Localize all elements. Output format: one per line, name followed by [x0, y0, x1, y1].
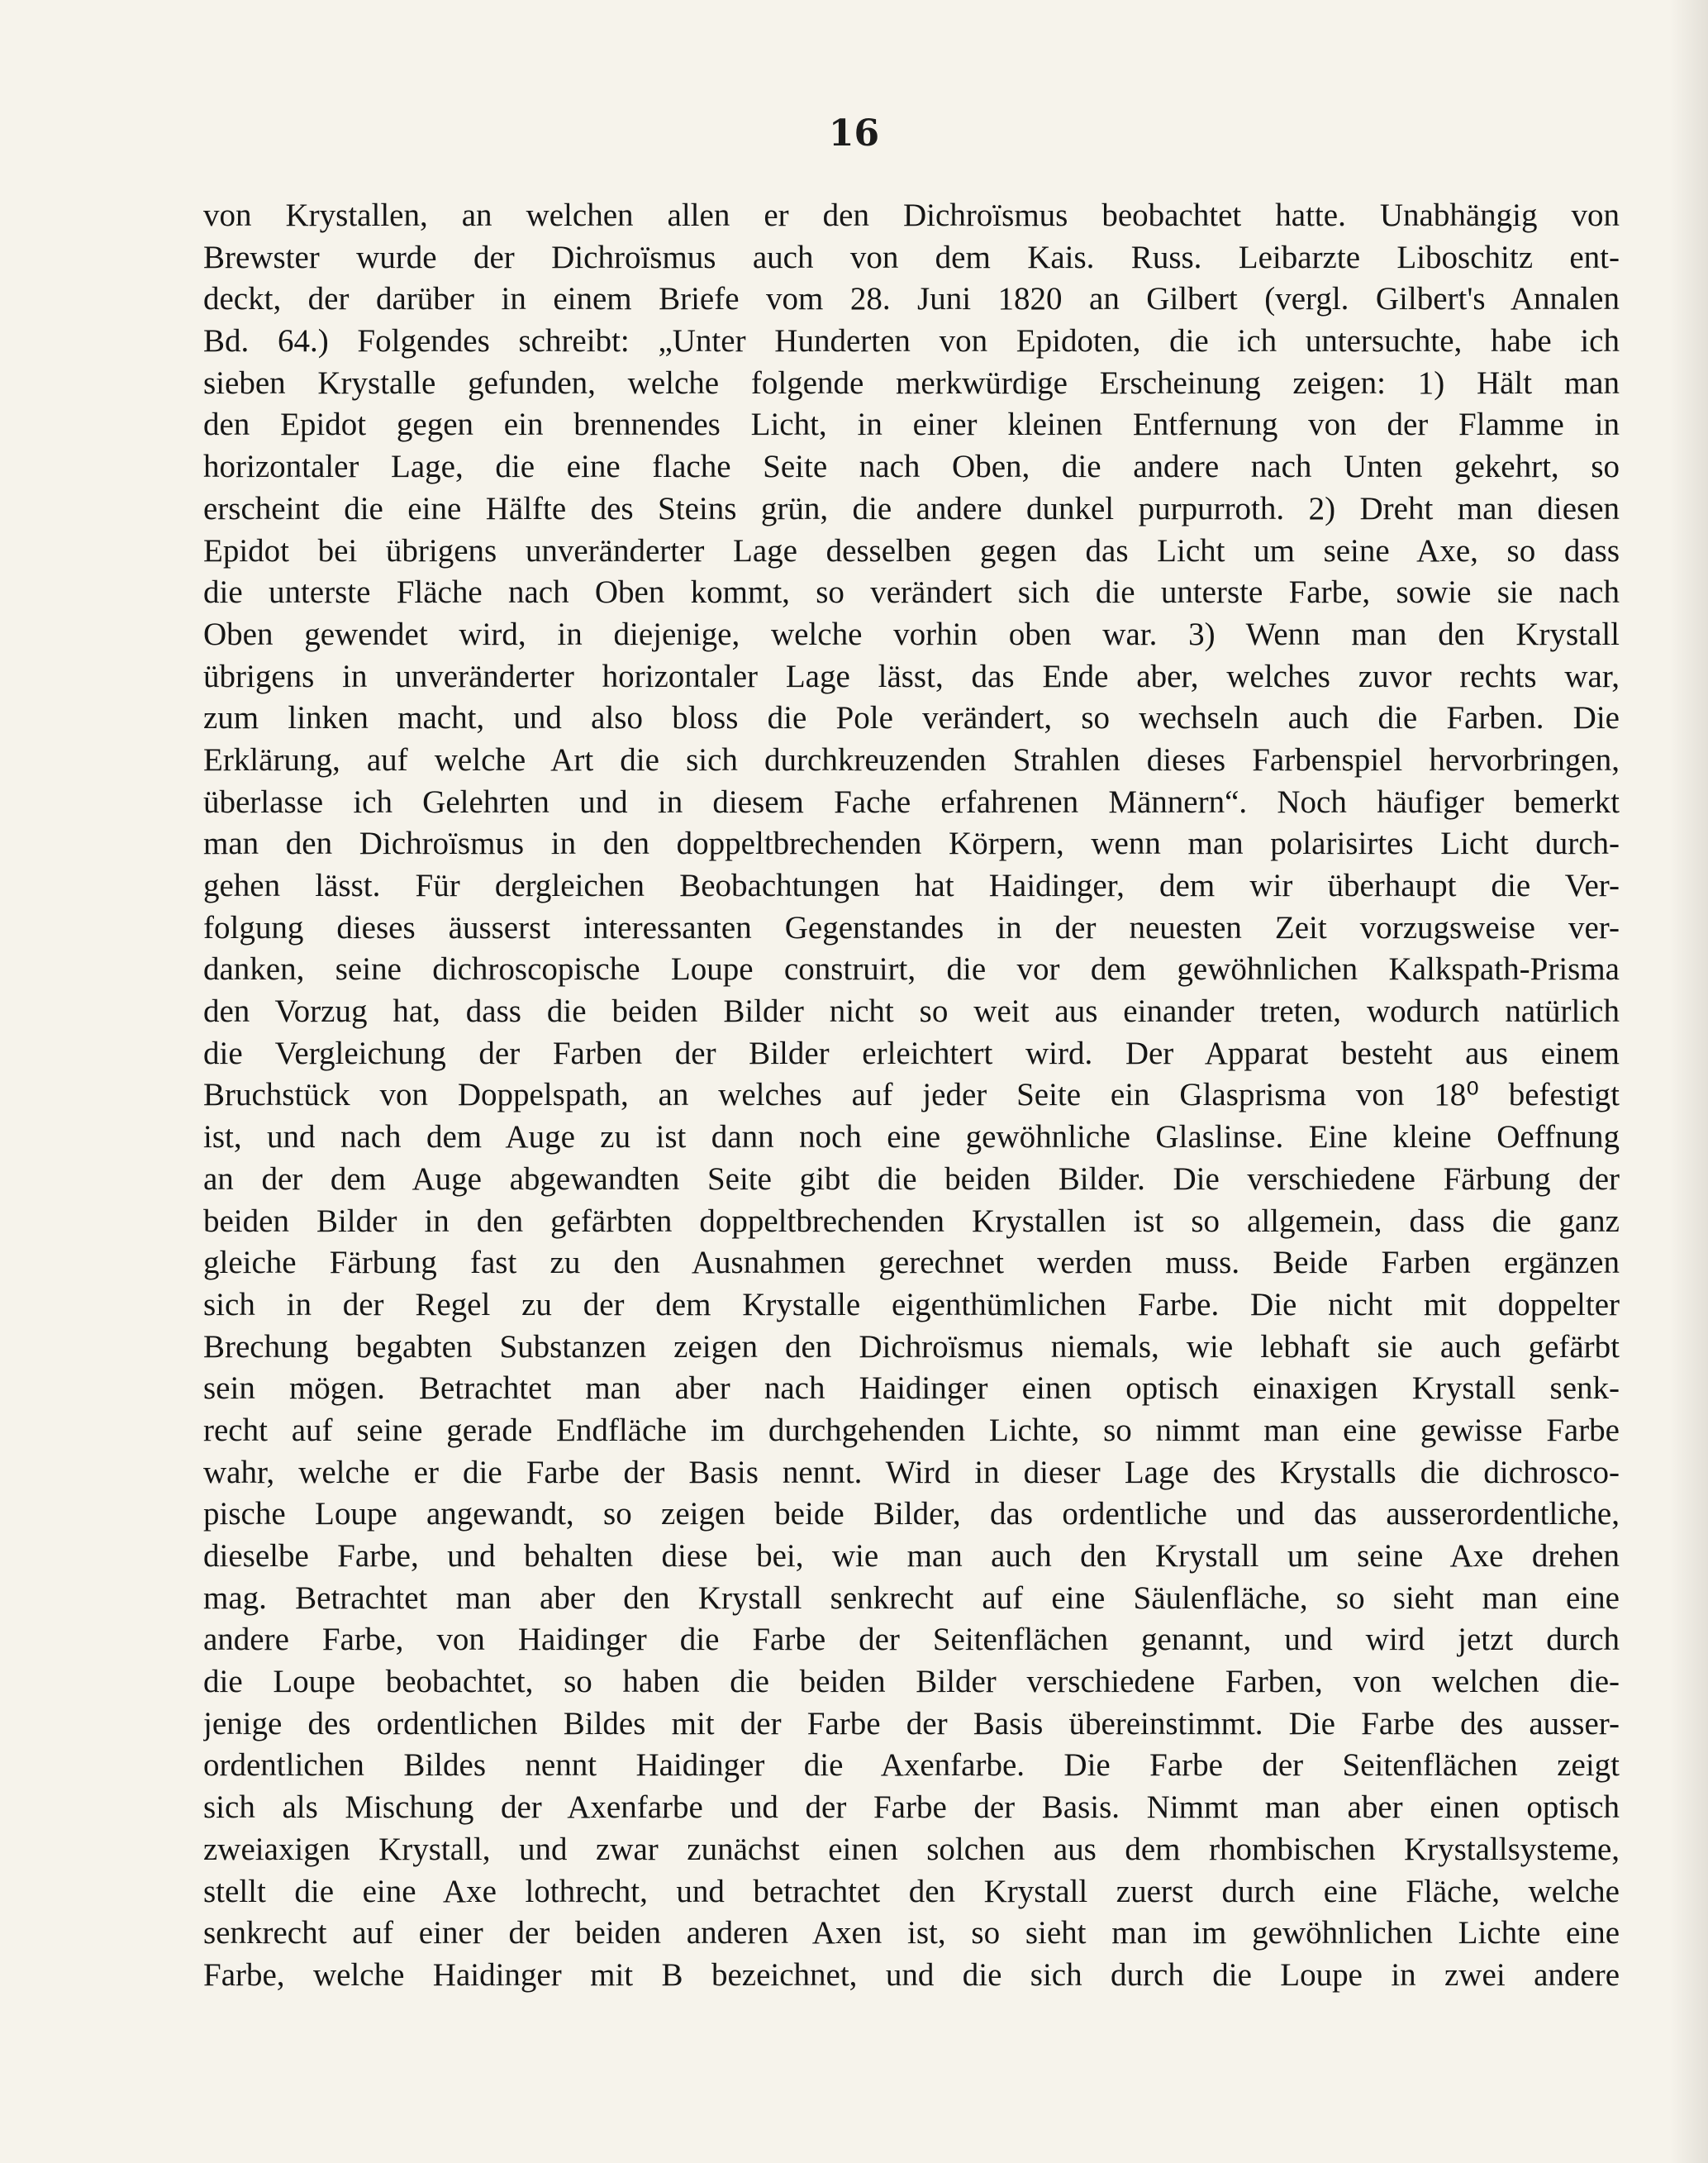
text-line: andere Farbe, von Haidinger die Farbe der Seitenflächen genannt, und wird jetzt durch — [203, 1622, 1620, 1658]
body-text — [203, 195, 1620, 1997]
text-line: dieselbe Farbe, und behalten diese bei, wie man auch den Krystall um seine Axe drehen — [203, 1538, 1620, 1574]
text-line: beiden Bilder in den gefärbten doppeltbrechenden Krystallen ist so allgemein, dass die ganz — [203, 1203, 1620, 1239]
text-line: die Loupe beobachtet, so haben die beiden Bilder verschiedene Farben, von welchen die- — [203, 1664, 1620, 1700]
text-line: deckt, der darüber in einem Briefe vom 28. Juni 1820 an Gilbert (vergl. Gilbert's Annalen — [203, 281, 1620, 317]
text-line: man den Dichroïsmus in den doppeltbrechenden Körpern, wenn man polarisirtes Licht durch- — [203, 826, 1620, 862]
page-number: 16 — [828, 112, 880, 155]
text-line: Farbe, welche Haidinger mit B bezeichnet, und die sich durch die Loupe in zwei andere — [203, 1956, 1620, 1993]
text-line: gleiche Färbung fast zu den Ausnahmen gerechnet werden muss. Beide Farben ergänzen — [203, 1245, 1620, 1281]
text-line: übrigens in unveränderter horizontaler Lage lässt, das Ende aber, welches zuvor rechts war, — [203, 658, 1620, 694]
text-line: recht auf seine gerade Endfläche im durchgehenden Lichte, so nimmt man eine gewisse Farbe — [203, 1412, 1620, 1448]
text-line: folgung dieses äusserst interessanten Gegenstandes in der neuesten Zeit vorzugsweise ver- — [203, 909, 1620, 946]
text-line: den Epidot gegen ein brennendes Licht, in einer kleinen Entfernung von der Flamme in — [203, 407, 1620, 443]
text-line: sein mögen. Betrachtet man aber nach Haidinger einen optisch einaxigen Krystall senk- — [203, 1370, 1620, 1407]
text-line: Brewster wurde der Dichroïsmus auch von dem Kais. Russ. Leibarzte Liboschitz ent- — [203, 239, 1620, 275]
text-line: senkrecht auf einer der beiden anderen Axen ist, so sieht man im gewöhnlichen Lichte eine — [203, 1915, 1620, 1951]
text-line: mag. Betrachtet man aber den Krystall senkrecht auf eine Säulenfläche, so sieht man eine — [203, 1579, 1620, 1616]
text-line: zweiaxigen Krystall, und zwar zunächst einen solchen aus dem rhombischen Krystallsysteme, — [203, 1831, 1620, 1867]
text-line: sieben Krystalle gefunden, welche folgende merkwürdige Erscheinung zeigen: 1) Hält man — [203, 364, 1620, 401]
page-edge-shadow — [1670, 0, 1708, 2163]
text-line: pische Loupe angewandt, so zeigen beide Bilder, das ordentliche und das ausserordentliche, — [203, 1496, 1620, 1532]
text-line: wahr, welche er die Farbe der Basis nennt. Wird in dieser Lage des Krystalls die dichrosco- — [203, 1454, 1620, 1490]
text-line: Bd. 64.) Folgendes schreibt: „Unter Hunderten von Epidoten, die ich untersuchte, habe ich — [203, 323, 1620, 360]
text-line: sich als Mischung der Axenfarbe und der Farbe der Basis. Nimmt man aber einen optisch — [203, 1789, 1620, 1826]
text-line: horizontaler Lage, die eine flache Seite nach Oben, die andere nach Unten gekehrt, so — [203, 449, 1620, 485]
text-line: sich in der Regel zu der dem Krystalle eigenthümlichen Farbe. Die nicht mit doppelter — [203, 1286, 1620, 1322]
text-line: zum linken macht, und also bloss die Pole verändert, so wechseln auch die Farben. Die — [203, 700, 1620, 736]
text-line: danken, seine dichroscopische Loupe construirt, die vor dem gewöhnlichen Kalkspath-Prisma — [203, 951, 1620, 988]
text-line: jenige des ordentlichen Bildes mit der Farbe der Basis übereinstimmt. Die Farbe des ausser- — [203, 1705, 1620, 1741]
text-line: stellt die eine Axe lothrecht, und betrachtet den Krystall zuerst durch eine Fläche, welche — [203, 1873, 1620, 1909]
text-line: erscheint die eine Hälfte des Steins grün, die andere dunkel purpurroth. 2) Dreht man diesen — [203, 490, 1620, 526]
text-line: an der dem Auge abgewandten Seite gibt die beiden Bilder. Die verschiedene Färbung der — [203, 1160, 1620, 1197]
text-line: den Vorzug hat, dass die beiden Bilder nicht so weit aus einander treten, wodurch natürlich — [203, 993, 1620, 1030]
text-line: die unterste Fläche nach Oben kommt, so verändert sich die unterste Farbe, sowie sie nach — [203, 574, 1620, 611]
text-line: von Krystallen, an welchen allen er den Dichroïsmus beobachtet hatte. Unabhängig von — [203, 198, 1620, 233]
text-line: die Vergleichung der Farben der Bilder erleichtert wird. Der Apparat besteht aus einem — [203, 1035, 1620, 1071]
text-line: gehen lässt. Für dergleichen Beobachtungen hat Haidinger, dem wir überhaupt die Ver- — [203, 868, 1620, 903]
text-line: Bruchstück von Doppelspath, an welches auf jeder Seite ein Glasprisma von 18⁰ befestigt — [203, 1077, 1620, 1113]
text-line: Epidot bei übrigens unveränderter Lage desselben gegen das Licht um seine Axe, so dass — [203, 532, 1620, 569]
text-line: Erklärung, auf welche Art die sich durchkreuzenden Strahlen dieses Farbenspiel hervorbringen, — [203, 741, 1620, 778]
text-line: Oben gewendet wird, in diejenige, welche vorhin oben war. 3) Wenn man den Krystall — [203, 616, 1620, 652]
text-line: ist, und nach dem Auge zu ist dann noch eine gewöhnliche Glaslinse. Eine kleine Oeffnung — [203, 1119, 1620, 1155]
text-line: ordentlichen Bildes nennt Haidinger die Axenfarbe. Die Farbe der Seitenflächen zeigt — [203, 1747, 1620, 1784]
text-line: Brechung begabten Substanzen zeigen den Dichroïsmus niemals, wie lebhaft sie auch gefärbt — [203, 1328, 1620, 1365]
text-line: überlasse ich Gelehrten und in diesem Fache erfahrenen Männern“. Noch häufiger bemerkt — [203, 784, 1620, 820]
